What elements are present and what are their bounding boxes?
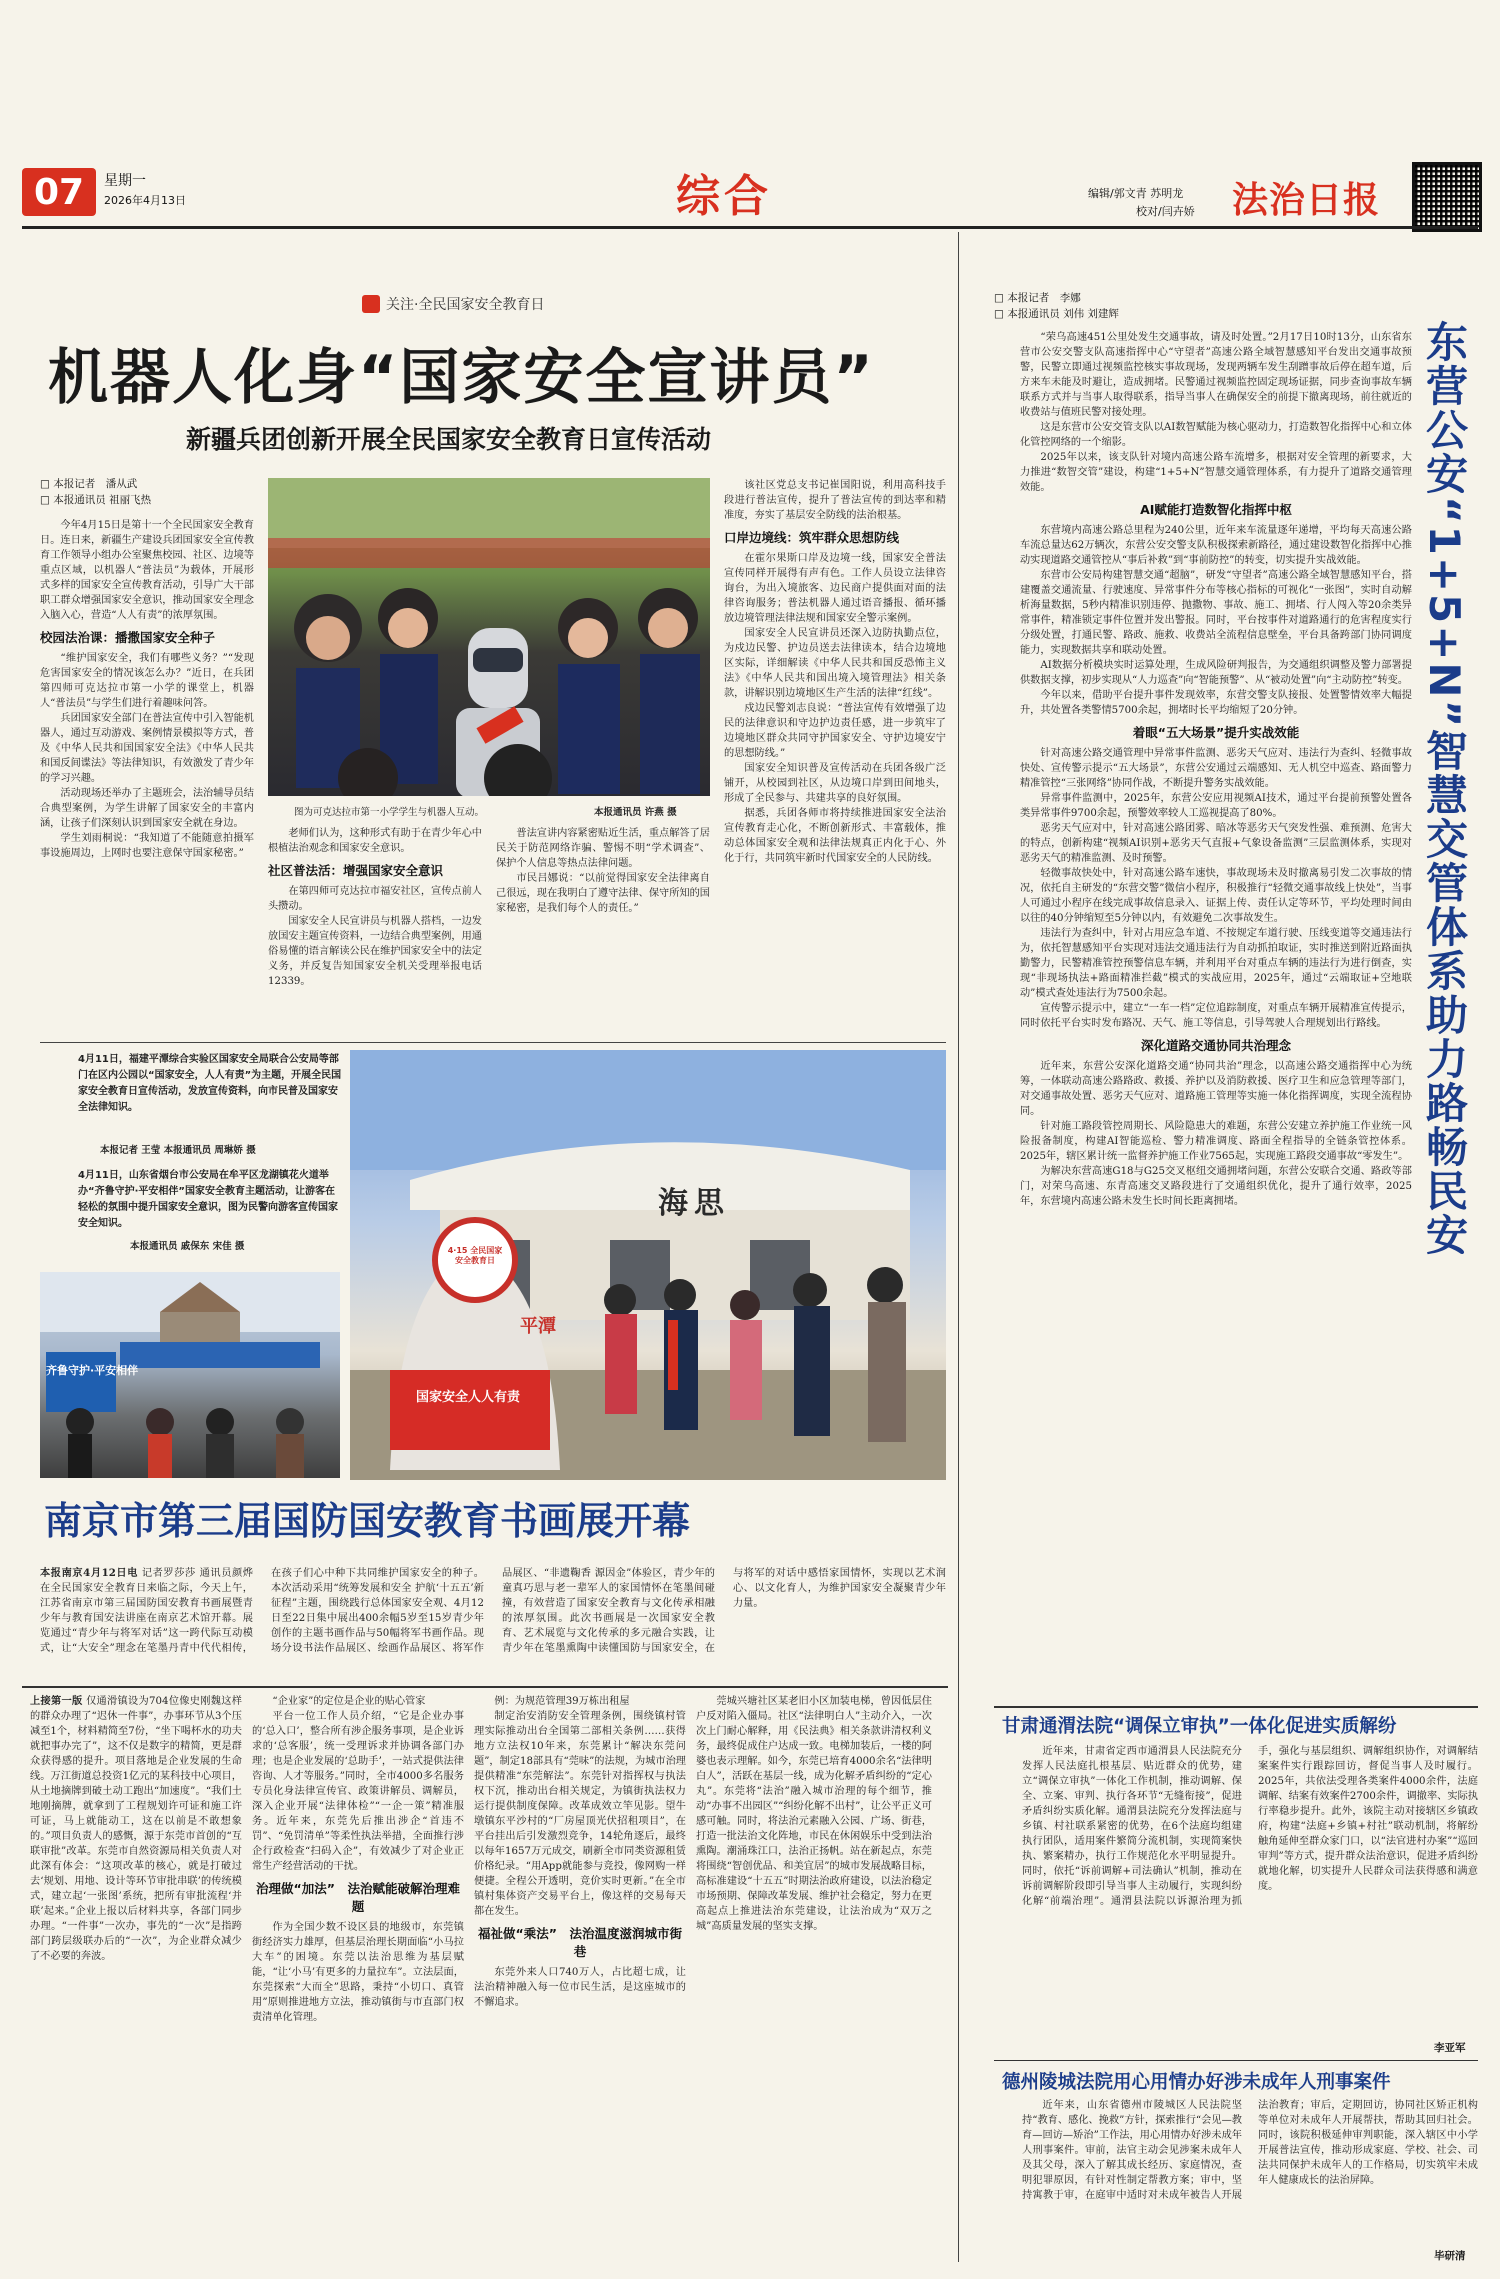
bottom-col3-text-b: 东莞外来人口740万人，占比超七成，让法治精神融入每一位市民生活，是这座城市的不懈追求。	[474, 1967, 686, 2008]
bottom-col2-text: 平台一位工作人员介绍，“它是企业办事的‘总入口’，整合所有涉企服务事项，是企业诉求的‘总客服’，统一受理诉求并协调各部门办理；也是企业发展的‘总助手’，一站式提供法律咨询、人才等服务。”同时，全市4000多名服务专员化身法律宣传官、政策讲解员、调解员，深入企业开展“法律体检”“一企一策”精准服务。近年来，东莞先后推出涉企“首违不罚”、“免罚清单”等柔性执法举措，全面推行涉企行政检查“扫码入企”，有效减少了对企业正常生产经营活动的干扰。	[252, 1711, 464, 1872]
robot-photo	[268, 478, 710, 796]
dongying-para: 针对高速公路交通管理中异常事件监测、恶劣天气应对、违法行为查纠、轻微事故快处、宣传警示提示“五大场景”，东营公安通过云端感知、无人机空中巡查、路面警力精准管控“三张网络”协同作战，不断提升警务实战效能。	[1020, 748, 1412, 789]
bottom-col1-text: 仅通滑镇设为704位像史刚魏这样的群众办理了“迟休一件事”，办事环节从3个压减至1个，材料精简至7份，“坐下喝杯水的功夫就把事办完了”，这不仅是数字的精简，更是群众获得感的提升。项目落地是企业发展的生命线。万江街道总投资1亿元的某科技中心项目，从土地摘牌到破土动工跑出“加速度”。“我们土地刚摘牌，就拿到了工程规划许可证和施工许可证，马上就能动工，这在以前是不敢想象的。”项目负责人的感慨，源于东莞市首创的“互联审批”改革。东莞市自然资源局相关负责人对此深有体会：“这项改革的核心，就是打破过去‘规划、用地、设计等环节审批串联’的传统模式，建立起‘一张图’系统，把所有审批流程‘并联’起来。”企业上报以后材料共享，各部门同步办理。“一件事”一次办，事先的“一次”是指跨部门跨层级联办后的“一次”，为企业群众减少了不必要的奔波。	[30, 1696, 242, 1962]
robot-para: 国家安全人民宣讲员与机器人搭档，一边发放国安主题宣传资料，一边结合典型案例，用通俗易懂的语言解读公民在维护国家安全中的法定义务，并反复告知国家安全机关受理举报电话12339。	[268, 916, 482, 987]
robot-para: 在第四师可克达拉市福安社区，宣传点前人头攒动。	[268, 886, 482, 912]
robot-headline: 机器人化身“国家安全宣讲员”	[48, 343, 875, 413]
dongying-para: 2025年以来，该支队针对境内高速公路车流增多，根据对安全管理的新要求，大力推进“数智交管”建设，构建“1+5+N”智慧交通管理体系，有力提升了道路交通管理效能。	[1020, 452, 1412, 493]
dongying-correspondent: □ 本报通讯员 刘伟 刘建辉	[994, 308, 1119, 320]
shandong-credit: 本报通讯员 戚保东 宋佳 摄	[130, 1241, 245, 1252]
shandong-photo	[40, 1272, 340, 1478]
page-number-badge	[22, 168, 96, 216]
topic-label	[362, 294, 544, 314]
tongwei-text: 近年来，甘肃省定西市通渭县人民法院充分发挥人民法庭扎根基层、贴近群众的优势，建立“调保立审执”一体化工作机制，推动调解、保全、立案、审判、执行各环节“无缝衔接”，促进矛盾纠纷实质化解。通渭县法院充分发挥法庭与乡镇、村社联系紧密的优势，在6个法庭均组建执行团队，适用案件繁简分流机制，实现简案快执、繁案精办，执行工作规范化水平明显提升。同时，依托“诉前调解+司法确认”机制，推动在诉前调解阶段即引导当事人主动履行，实现纠纷化解“前端治理”。通渭县法院以诉源治理为抓手，强化与基层组织、调解组织协作，对调解结案案件实行跟踪回访，督促当事人及时履行。2025年，共依法受理各类案件4000余件，法庭调解、结案有效案件2700余件，调撤率、实际执行率稳步提升。此外，该院主动对接辖区乡镇政府，构建“法庭+乡镇+村社”联动机制，将解纷触角延伸至群众家门口，以“法官进村办案”“巡回审判”等方式，提升群众法治意识，促进矛盾纠纷就地化解，切实提升人民群众司法获得感和满意度。	[1022, 1746, 1478, 1907]
robot-column-3	[724, 478, 946, 1034]
nanjing-para	[40, 1566, 946, 1656]
robot-correspondent: □ 本报通讯员 祖丽飞热	[40, 494, 152, 506]
bottom-col2-text-b: 作为全国少数不设区县的地级市，东莞镇街经济实力雄厚，但基层治理长期面临“小马拉大车”的困境。东莞以法治思维为基层赋能，“让‘小马’有更多的力量拉车”。立法层面，东莞探索“大而全”思路，秉持“小切口、真管用”原则推进地方立法，推动镇街与市直部门权责清单化管理。	[252, 1922, 464, 2023]
bottom-column-3	[474, 1694, 686, 2260]
dongying-para: 为解决东营高速G18与G25交叉枢纽交通拥堵问题，东营公安联合交通、路政等部门，对荣乌高速、东青高速交叉路段进行了交通组织优化，提升了通行效率，2025年，东营境内高速公路未发生长时间长距离拥堵。	[1020, 1166, 1412, 1207]
robot-para: 戍边民警刘志良说：“普法宣传有效增强了边民的法律意识和守边护边责任感，进一步筑牢了边境地区群众共同守护国家安全、守护边境安宁的思想防线。”	[724, 703, 946, 759]
fujian-banner: 国家安全人人有责	[415, 1390, 520, 1405]
robot-para: 兵团国家安全部门在普法宣传中引入智能机器人，通过互动游戏、案例情景模拟等方式，普及《中华人民共和国国家安全法》《中华人民共和国反间谍法》等法律知识，有效激发了青少年的学习兴趣。	[40, 713, 254, 784]
issue-date: 2026年4月13日	[104, 194, 186, 207]
bottom-column-2	[252, 1694, 464, 2260]
dongying-vertical-title: 东营公安“1+5+N”智慧交管体系助力路畅民安	[1420, 320, 1469, 1258]
robot-photo-art	[268, 478, 710, 796]
shandong-caption	[78, 1168, 342, 1232]
dongying-sub-3: 深化道路交通协同共治理念	[1140, 1038, 1291, 1053]
nanjing-headline: 南京市第三届国防国安教育书画展开幕	[44, 1499, 691, 1543]
shandong-caption-text: 4月11日，山东省烟台市公安局在牟平区龙湖镇花火道举办“齐鲁守护·平安相伴”国家安全教育主题活动，让游客在轻松的氛围中提升国家安全意识，图为民警向游客宣传国家安全知识。	[78, 1170, 338, 1229]
topic-icon	[362, 295, 380, 313]
robot-para: 国家安全知识普及宣传活动在兵团各级广泛铺开，从校园到社区，从边境口岸到田间地头，形成了全民参与、共建共享的良好氛围。	[724, 763, 946, 804]
bottom-col3-head: 例：为规范管理39万栋出租屋	[494, 1696, 630, 1707]
dongying-para: 这是东营市公安交管支队以AI数智赋能为核心驱动力，打造数智化指挥中心和立体化管控网络的一个缩影。	[1020, 422, 1412, 448]
fujian-caption	[78, 1052, 342, 1116]
dongying-para: AI数据分析模块实时运算处理，生成风险研判报告，为交通组织调整及警力部署提供数据支撑，初步实现从“人力巡查”向“智能预警”、从“被动处置”向“主动防控”转变。	[1020, 660, 1412, 686]
fujian-photo-art	[350, 1050, 946, 1480]
divider	[994, 2060, 1478, 2061]
tongwei-headline: 甘肃通渭法院“调保立审执”一体化促进实质解纷	[1002, 1716, 1397, 1737]
fujian-caption-text: 4月11日，福建平潭综合实验区国家安全局联合公安局等部门在区内公园以“国家安全，人人有责”为主题，开展全民国家安全教育日宣传活动，发放宣传资料，向市民普及国家安全法律知识。	[78, 1054, 342, 1113]
divider	[22, 1686, 948, 1688]
deyang-text: 近年来，山东省德州市陵城区人民法院坚持“教育、感化、挽救”方针，探索推行“会见—教育—回访—矫治”工作法，用心用情办好涉未成年人刑事案件。审前，法官主动会见涉案未成年人及其父母，深入了解其成长经历、家庭情况，查明犯罪原因，有针对性制定帮教方案；审中，坚持寓教于审，在庭审中适时对未成年被告人开展法治教育；审后，定期回访，协同社区矫正机构等单位对未成年人开展帮扶，帮助其回归社会。同时，该院积极延伸审判职能，深入辖区中小学开展普法宣传，推动形成家庭、学校、社会、司法共同保护未成年人的工作格局，切实筑牢未成年人健康成长的法治屏障。	[1022, 2100, 1478, 2201]
topic-text: 关注·全民国家安全教育日	[386, 297, 545, 313]
qr-code	[1412, 162, 1482, 232]
robot-para: “维护国家安全，我们有哪些义务？”“发现危害国家安全的情况该怎么办？”近日，在兵团第四师可克达拉市第一小学的课堂上，机器人“普法员”与学生们进行着趣味问答。	[40, 653, 254, 709]
dongying-body	[1020, 330, 1412, 1700]
deyang-author: 毕研清	[1434, 2250, 1466, 2262]
fujian-photo	[350, 1050, 946, 1480]
bottom-col2-head: “企业家”的定位是企业的贴心管家	[272, 1696, 426, 1707]
dongying-para: 针对施工路段管控周期长、风险隐患大的难题，东营公安建立养护施工作业统一风险报备制度，构建AI智能巡检、警力精准调度、路面全程指导的全链条管控体系。2025年，辖区累计统一监督养护施工作业7565起，实现施工路段交通事故“零发生”。	[1020, 1121, 1412, 1162]
robot-subheadline: 新疆兵团创新开展全民国家安全教育日宣传活动	[186, 425, 712, 454]
dongying-para: 恶劣天气应对中，针对高速公路团雾、暗冰等恶劣天气突发性强、难预测、危害大的特点，创新构建“视频AI识别+恶劣天气直报+气象设备监测”三层监测体系，实现对恶劣天气的精准监测、及时预警。	[1020, 823, 1412, 864]
dongying-para: 轻微事故快处中，针对高速公路车速快，事故现场未及时撤离易引发二次事故的情况，依托自主研发的“东营交警”微信小程序，积极推行“轻微交通事故线上快处”，当事人可通过小程序在线完成事故信息录入、证据上传、责任认定等环节，平均处理时间由以往的40分钟缩短至5分钟以内，有效避免二次事故发生。	[1020, 868, 1412, 924]
dongying-para: 异常事件监测中，2025年，东营公安应用视频AI技术，通过平台提前预警处置各类异常事件9700余起，预警效率较人工巡视提高了80%。	[1020, 793, 1412, 819]
robot-column-1	[40, 518, 254, 1028]
robot-para: 老师们认为，这种形式有助于在青少年心中根植法治观念和国家安全意识。	[268, 828, 482, 854]
robot-sub-1: 校园法治课：播撒国家安全种子	[40, 630, 216, 645]
dongying-para: 近年来，东营公安深化道路交通“协同共治”理念，以高速公路交通指挥中心为统筹，一体联动高速公路路政、救援、养护以及消防救援、医疗卫生和应急管理等部门，对交通事故处置、恶劣天气应对、道路施工管理等实施一体化指挥调度，实现全流程协同。	[1020, 1061, 1412, 1117]
dongying-para: 宣传警示提示中，建立“一车一档”定位追踪制度，对重点车辆开展精准宣传提示，同时依托平台实时发布路况、天气、施工等信息，引导驾驶人合理规划出行路线。	[1020, 1003, 1412, 1029]
robot-para: 国家安全人民宣讲员还深入边防执勤点位，为戍边民警、护边员送去法律读本，结合边境地区实际，详细解读《中华人民共和国反恐怖主义法》《中华人民共和国出境入境管理法》相关条款，讲解识别边境地区生产生活的法律“红线”。	[724, 628, 946, 699]
dongying-sub-1: AI赋能打造数智化指挥中枢	[1140, 502, 1292, 517]
dongying-sub-2: 着眼“五大场景”提升实战效能	[1132, 725, 1300, 740]
proof-line: 校对/闫卉娇	[1136, 205, 1195, 218]
fujian-credit: 本报记者 王莹 本报通讯员 周琳娇 摄	[100, 1145, 256, 1156]
dongying-para: 今年以来，借助平台提升事件发现效率，东营交警支队接报、处置警情效率大幅提升，共处置各类警情5700余起，拥堵时长平均缩短了20分钟。	[1020, 690, 1412, 716]
bottom-col3-sub: 福祉做“乘法” 法治温度滋润城市街巷	[478, 1926, 682, 1959]
bottom-col1-head: 上接第一版	[30, 1695, 83, 1707]
bottom-col4-text: 莞城兴塘社区某老旧小区加装电梯，曾因低层住户反对陷入僵局。社区“法律明白人”主动介入，一次次上门耐心解释，用《民法典》相关条款讲清权利义务，最终促成住户达成一致。电梯加装后，一楼的阿婆也表示理解。如今，东莞已培育4000余名“法律明白人”，活跃在基层一线，成为化解矛盾纠纷的“定心丸”。东莞将“法治”融入城市治理的每个细节，推动“办事不出园区”“纠纷化解不出村”，让公平正义可感可触。同时，将法治元素融入公园、广场、街巷，打造一批法治文化阵地，市民在休闲娱乐中受到法治熏陶。潮涌珠江口，法治正扬帆。站在新起点，东莞将围绕“智创优品、和美宜居”的城市发展战略目标，高标准建设“十五五”时期法治政府建设，以法治稳定市场预期、保障改革发展、维护社会稳定，努力在更高起点上推进法治东莞建设，让法治成为“双万之城”高质量发展的坚实支撑。	[696, 1696, 932, 1932]
nanjing-body	[40, 1566, 946, 1676]
fujian-building-sign: 海思	[658, 1186, 730, 1221]
deyang-headline: 德州陵城法院用心用情办好涉未成年人刑事案件	[1002, 2072, 1391, 2093]
dongying-reporter: □ 本报记者 李娜	[994, 292, 1081, 304]
editor-line: 编辑/郭文青 苏明龙	[1088, 187, 1184, 200]
robot-para: 活动现场还举办了主题班会，法治辅导员结合典型案例，为学生讲解了国家安全的丰富内涵，让孩子们深刻认识到国家安全就在身边。	[40, 788, 254, 829]
nanjing-text: 记者罗莎莎 通讯员颜烨 在全民国家安全教育日来临之际，今天上午，江苏省南京市第三届国防国安教育书画展暨青少年与教育国安法讲座在南京艺术馆开幕。展览通过“青少年与将军对话”这一跨代际互动模式，让“大安全”理念在笔墨丹青中代代相传，在孩子们心中种下共同维护国家安全的种子。本次活动采用“统筹发展和安全 护航‘十五五’新征程”主题，围绕践行总体国家安全观、4月12日至22日集中展出400余幅5岁至15岁青少年创作的主题书画作品与50幅将军书画作品。现场分设书法作品展区、绘画作品展区、将军作品展区、“非遗鞠香 源因金”体验区，青少年的童真巧思与老一辈军人的家国情怀在笔墨间碰撞，有效营造了国家安全教育与文化传承相融的浓厚氛围。此次书画展是一次国家安全教育、艺术展览与文化传承的多元融合实践，让青少年在笔墨熏陶中读懂国防与国家安全，在与将军的对话中感悟家国情怀，实现以艺术润心、以文化育人，为维护国家安全凝聚青少年力量。	[40, 1568, 946, 1654]
robot-para: 学生刘雨桐说：“我知道了不能随意拍摄军事设施周边，上网时也要注意保守国家秘密。”	[40, 833, 254, 859]
divider	[40, 1042, 946, 1043]
bottom-column-4	[696, 1694, 932, 2260]
bottom-col3-text: 制定治安消防安全管理条例，围绕镇村管理实际推动出台全国第二部相关条例……获得地方立法权10年来，东莞累计“解决东莞问题”，制定18部具有“莞味”的法规，为城市治理提供精准“东莞解法”。东莞针对指挥权与执法权下沉，推动出台相关规定，为镇街执法权力运行提供制度保障。改革成效立竿见影。望牛墩镇东平沙村的“厂房屋顶光伏招租项目”，在平台挂出后引发激烈竞争，14轮角逐后，最终以每年1657万元成交，刷新全市同类资源租赁价格纪录。“用App就能参与竞投，像网购一样便捷。全程公开透明，竞价实时更新。”在全市镇村集体资产交易平台上，像这样的交易每天都在发生。	[474, 1711, 686, 1917]
fujian-stand-text: 平潭	[520, 1316, 556, 1337]
robot-column-2b	[496, 826, 710, 1036]
deyang-body	[1022, 2098, 1478, 2248]
weekday: 星期一	[104, 173, 146, 189]
section-title: 综合	[676, 171, 772, 222]
masthead-rule	[22, 226, 1478, 229]
robot-lead: 今年4月15日是第十一个全民国家安全教育日。连日来，新疆生产建设兵团国家安全宣传教育工作领导小组办公室聚焦校园、社区、边境等重点区域，以机器人“普法员”为载体，开展形式多样的国家安全宣传教育活动，引导广大干部职工群众增强国家安全意识，推动国家安全理念入脑入心，营造“人人有责”的浓厚氛围。	[40, 520, 254, 621]
dongying-para: 东营市公安局构建智慧交通“超脑”，研发“守望者”高速公路全域智慧感知平台，搭建覆盖交通流量、行驶速度、异常事件分布等核心指标的可视化“一张图”，实时自动解析海量数据，5秒内精准识别违停、抛撒物、事故、施工、拥堵、行人闯入等20余类异常事件，精准锁定事件位置并发出警报。同时，平台按事件对道路通行的危害程度实行分级处置，打通民警、路政、施救、收费站全流程信息壁垒，平台具备跨部门协同调度能力，实现数据共享和联动处置。	[1020, 570, 1412, 656]
robot-column-2	[268, 826, 482, 1036]
tongwei-body	[1022, 1744, 1478, 2040]
robot-para: 普法宣讲内容紧密贴近生活，重点解答了居民关于防范网络诈骗、警惕不明“学术调查”、保护个人信息等热点法律问题。	[496, 828, 710, 869]
tongwei-author: 李亚军	[1434, 2042, 1466, 2054]
robot-para: 市民吕娜说：“以前觉得国家安全法律离自己很远，现在我明白了遵守法律、保守所知的国家秘密，是我们每个人的责任。”	[496, 873, 710, 914]
dongying-lead: “荣乌高速451公里处发生交通事故，请及时处置。”2月17日10时13分，山东省东营市公安交警支队高速指挥中心“守望者”高速公路全域智慧感知平台发出交通事故预警，民警立即通过视频监控核实事故现场，发现两辆车发生刮蹭事故后停在超车道，后方来车未能及时避让，造成拥堵。民警通过视频监控固定现场证据，同步查询事故车辆联系方式并与当事人取得联系，指导当事人在确保安全的前提下撤离现场，前往就近的收费站与值班民警对接处理。	[1020, 332, 1412, 418]
robot-sub-3: 口岸边境线：筑牢群众思想防线	[724, 530, 900, 545]
nanjing-byline: 本报南京4月12日电	[40, 1567, 138, 1579]
bottom-col2-sub: 治理做“加法” 法治赋能破解治理难题	[256, 1881, 460, 1914]
robot-para: 据悉，兵团各师市将持续推进国家安全法治宣传教育走心化，不断创新形式、丰富载体，推动总体国家安全观和法律法规真正内化于心、外化于行，共同筑牢新时代国家安全的人民防线。	[724, 808, 946, 864]
page-number: 07	[33, 171, 85, 213]
robot-sub-2: 社区普法活：增强国家安全意识	[268, 863, 444, 878]
robot-reporter: □ 本报记者 潘从武	[40, 478, 138, 490]
divider	[994, 1706, 1478, 1708]
robot-photo-caption: 图为可克达拉市第一小学学生与机器人互动。	[294, 807, 485, 818]
dongying-para: 东营境内高速公路总里程为240公里，近年来车流量逐年递增，平均每天高速公路车流总量达62万辆次，东营公安交警支队积极探索新路径，通过建设数智化指挥中心推动实现道路交通管控从“事后补救”到“事前防控”的转变，切实提升实战效能。	[1020, 525, 1412, 566]
bottom-para	[30, 1694, 242, 1964]
shandong-sign: 齐鲁守护·平安相伴	[46, 1364, 139, 1377]
bottom-column-1	[30, 1694, 242, 2260]
robot-para: 在霍尔果斯口岸及边境一线，国家安全普法宣传同样开展得有声有色。工作人员设立法律咨询台，为出入境旅客、边民商户提供面对面的法律咨询服务；普法机器人通过语音播报、循环播放边境管理法律法规和国家安全警示案例。	[724, 553, 946, 624]
robot-para: 该社区党总支书记崔国阳说，利用高科技手段进行普法宣传，提升了普法宣传的到达率和精准度，夯实了基层安全防线的法治根基。	[724, 480, 946, 521]
column-divider	[958, 232, 959, 2262]
paper-name-logo: 法治日报	[1232, 179, 1381, 221]
robot-photo-credit: 本报通讯员 许燕 摄	[594, 807, 677, 818]
dongying-para: 违法行为查纠中，针对占用应急车道、不按规定车道行驶、压线变道等交通违法行为，依托智慧感知平台实现对违法交通违法行为自动抓拍取证，实时推送到附近路面执勤警力，民警精准管控预警信息车辆，并利用平台对重点车辆的违法行为进行倒查，实现“非现场执法+路面精准拦截”模式的实战应用，2025年，通过“云端取证+空地联动”模式查处违法行为7500余起。	[1020, 928, 1412, 999]
fujian-badge: 4·15 全民国家安全教育日	[447, 1246, 503, 1265]
